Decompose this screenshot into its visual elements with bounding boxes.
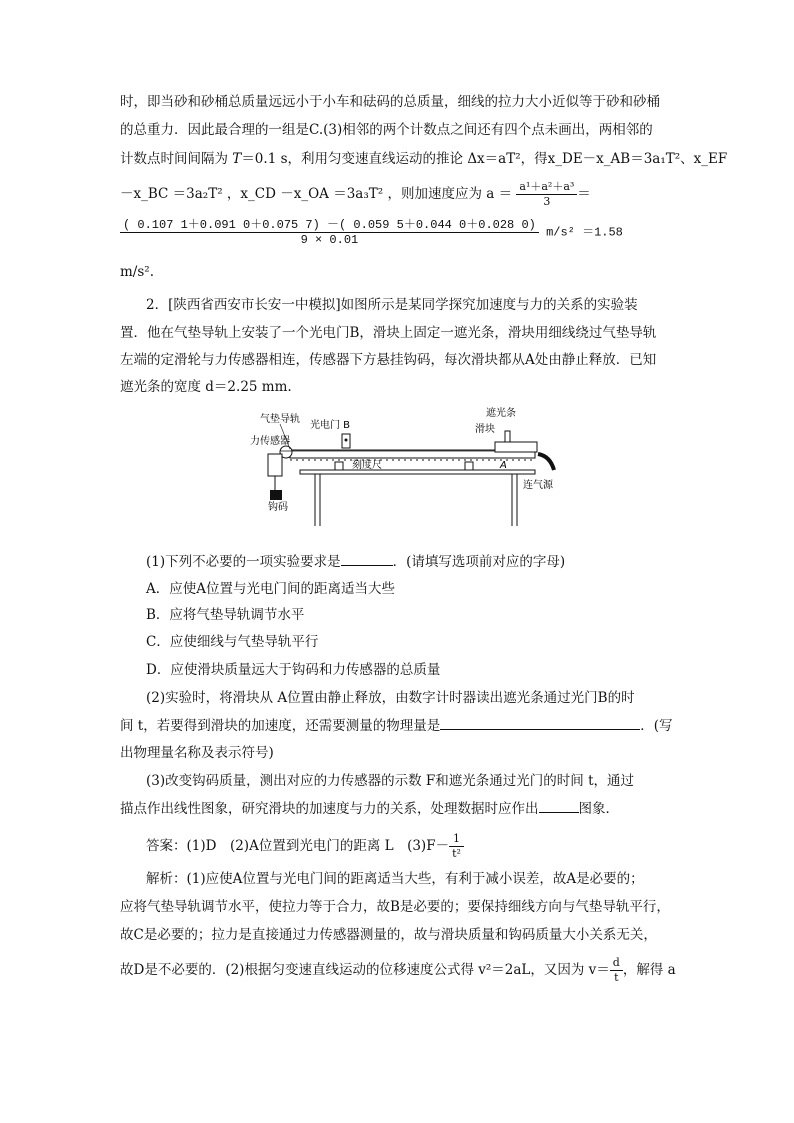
label-weight: 钩码 — [268, 502, 288, 513]
label-sensor: 力传感器 — [250, 436, 290, 447]
force-sensor — [268, 454, 282, 476]
label-gate: 光电门 B — [310, 420, 351, 431]
option-b: B．应将气垫导轨调节水平 — [146, 607, 305, 623]
text-line: (3)改变钩码质量，测出对应的力传感器的示数 F和遮光条通过光门的时间 t，通过 — [146, 773, 634, 789]
air-hose — [538, 454, 554, 470]
answer-blank[interactable] — [539, 799, 579, 813]
photogate-sensor — [345, 439, 348, 442]
label-point-a: A — [500, 460, 507, 471]
text-line: 2．[陕西省西安市长安一中模拟]如图所示是某同学探究加速度与力的关系的实验装 — [146, 297, 638, 313]
rail-support — [465, 462, 473, 470]
option-a: A．应使A位置与光电门间的距离适当大些 — [146, 581, 395, 597]
text-line: 应将气垫导轨调节水平，使拉力等于合力，故B是必要的；要保持细线方向与气垫导轨平行， — [120, 899, 670, 915]
hook-weight — [270, 490, 282, 500]
slider — [495, 442, 537, 452]
text-line: 的总重力．因此最合理的一组是C.(3)相邻的两个计数点之间还有四个点未画出，两相邻的 — [120, 122, 653, 138]
fraction: $\frac{\text{a¹＋a²＋a³}}{3}$ — [516, 180, 577, 209]
option-c: C．应使细线与气垫导轨平行 — [146, 634, 319, 650]
text-line: 故D是不必要的．(2)根据匀变速直线运动的位移速度公式得 v²＝2aL，又因为 v＝ $\frac{d}{t}$ ，解得 a — [120, 956, 676, 984]
label-rail: 气垫导轨 — [260, 414, 300, 425]
text-line: 出物理量名称及表示符号) — [120, 745, 274, 761]
apparatus-figure — [250, 404, 560, 528]
formula-line: $\frac{( 0.107 1+0.091 0+0.075 7) -( 0.059 5+0.044 0+0.028 0)}{9 \times 0.01}$ m/s² ＝1.58 — [120, 218, 676, 247]
answer-blank[interactable] — [440, 716, 640, 730]
answer-blank[interactable] — [341, 552, 393, 566]
text-line: (1)下列不必要的一项实验要求是 ．(请填写选项前对应的字母) — [146, 554, 566, 570]
fraction: $\frac{( 0.107 1+0.091 0+0.075 7) -( 0.059 5+0.044 0+0.028 0)}{9 \times 0.01}$ — [120, 218, 539, 247]
text-line: 解析：(1)应使A位置与光电门间的距离适当大些，有利于减小误差，故A是必要的； — [146, 871, 644, 887]
label-slider: 滑块 — [475, 424, 495, 435]
fraction: $\frac{1}{\text{t²}}$ — [449, 832, 464, 861]
label-air: 连气源 — [523, 480, 553, 491]
text-line: 左端的定滑轮与力传感器相连，传感器下方悬挂钩码，每次滑块都从A处由静止释放．已知 — [120, 352, 657, 368]
label-strip: 遮光条 — [486, 408, 516, 419]
light-shield — [505, 431, 510, 442]
rail-support — [335, 462, 343, 470]
text-line: m/s². — [120, 264, 154, 280]
option-d: D．应使滑块质量远大于钩码和力传感器的总质量 — [146, 662, 441, 678]
text-line: 计数点时间间隔为 T＝0.1 s，利用匀变速直线运动的推论 Δx＝aT²，得x_DE－x_AB＝3a₁T²、x_EF — [120, 151, 728, 167]
text-line: 置．他在气垫导轨上安装了一个光电门B，滑块上固定一遮光条，滑块用细线绕过气垫导轨 — [120, 325, 657, 341]
text-line: (2)实验时，将滑块从 A位置由静止释放，由数字计时器读出遮光条通过光门B的时 — [146, 690, 635, 706]
fraction: $\frac{d}{t}$ — [610, 956, 623, 985]
text-line: 描点作出线性图象，研究滑块的加速度与力的关系，处理数据时应作出 图象． — [120, 801, 619, 817]
text-line: －x_BC ＝3a₂T² ，x_CD －x_OA ＝3a₃T² ，则加速度应为 a ＝ $\frac{\text{a¹＋a²＋a³}}{3}$ ＝ — [120, 180, 591, 208]
text-line: 时，即当砂和砂桶总质量远远小于小车和砝码的总质量，细线的拉力大小近似等于砂和砂桶 — [120, 94, 660, 110]
text-line: 遮光条的宽度 d＝2.25 mm. — [120, 379, 292, 395]
answer-line: 答案：(1)D (2)A位置到光电门的距离 L (3)F－ $\frac{1}{\text{t²}}$ — [146, 832, 676, 861]
text-line: 故C是必要的；拉力是直接通过力传感器测量的，故与滑块质量和钩码质量大小关系无关， — [120, 927, 657, 943]
text-line: 间 t，若要得到滑块的加速度，还需要测量的物理量是 ．(写 — [120, 718, 673, 734]
label-ruler: 刻度尺 — [352, 460, 382, 471]
